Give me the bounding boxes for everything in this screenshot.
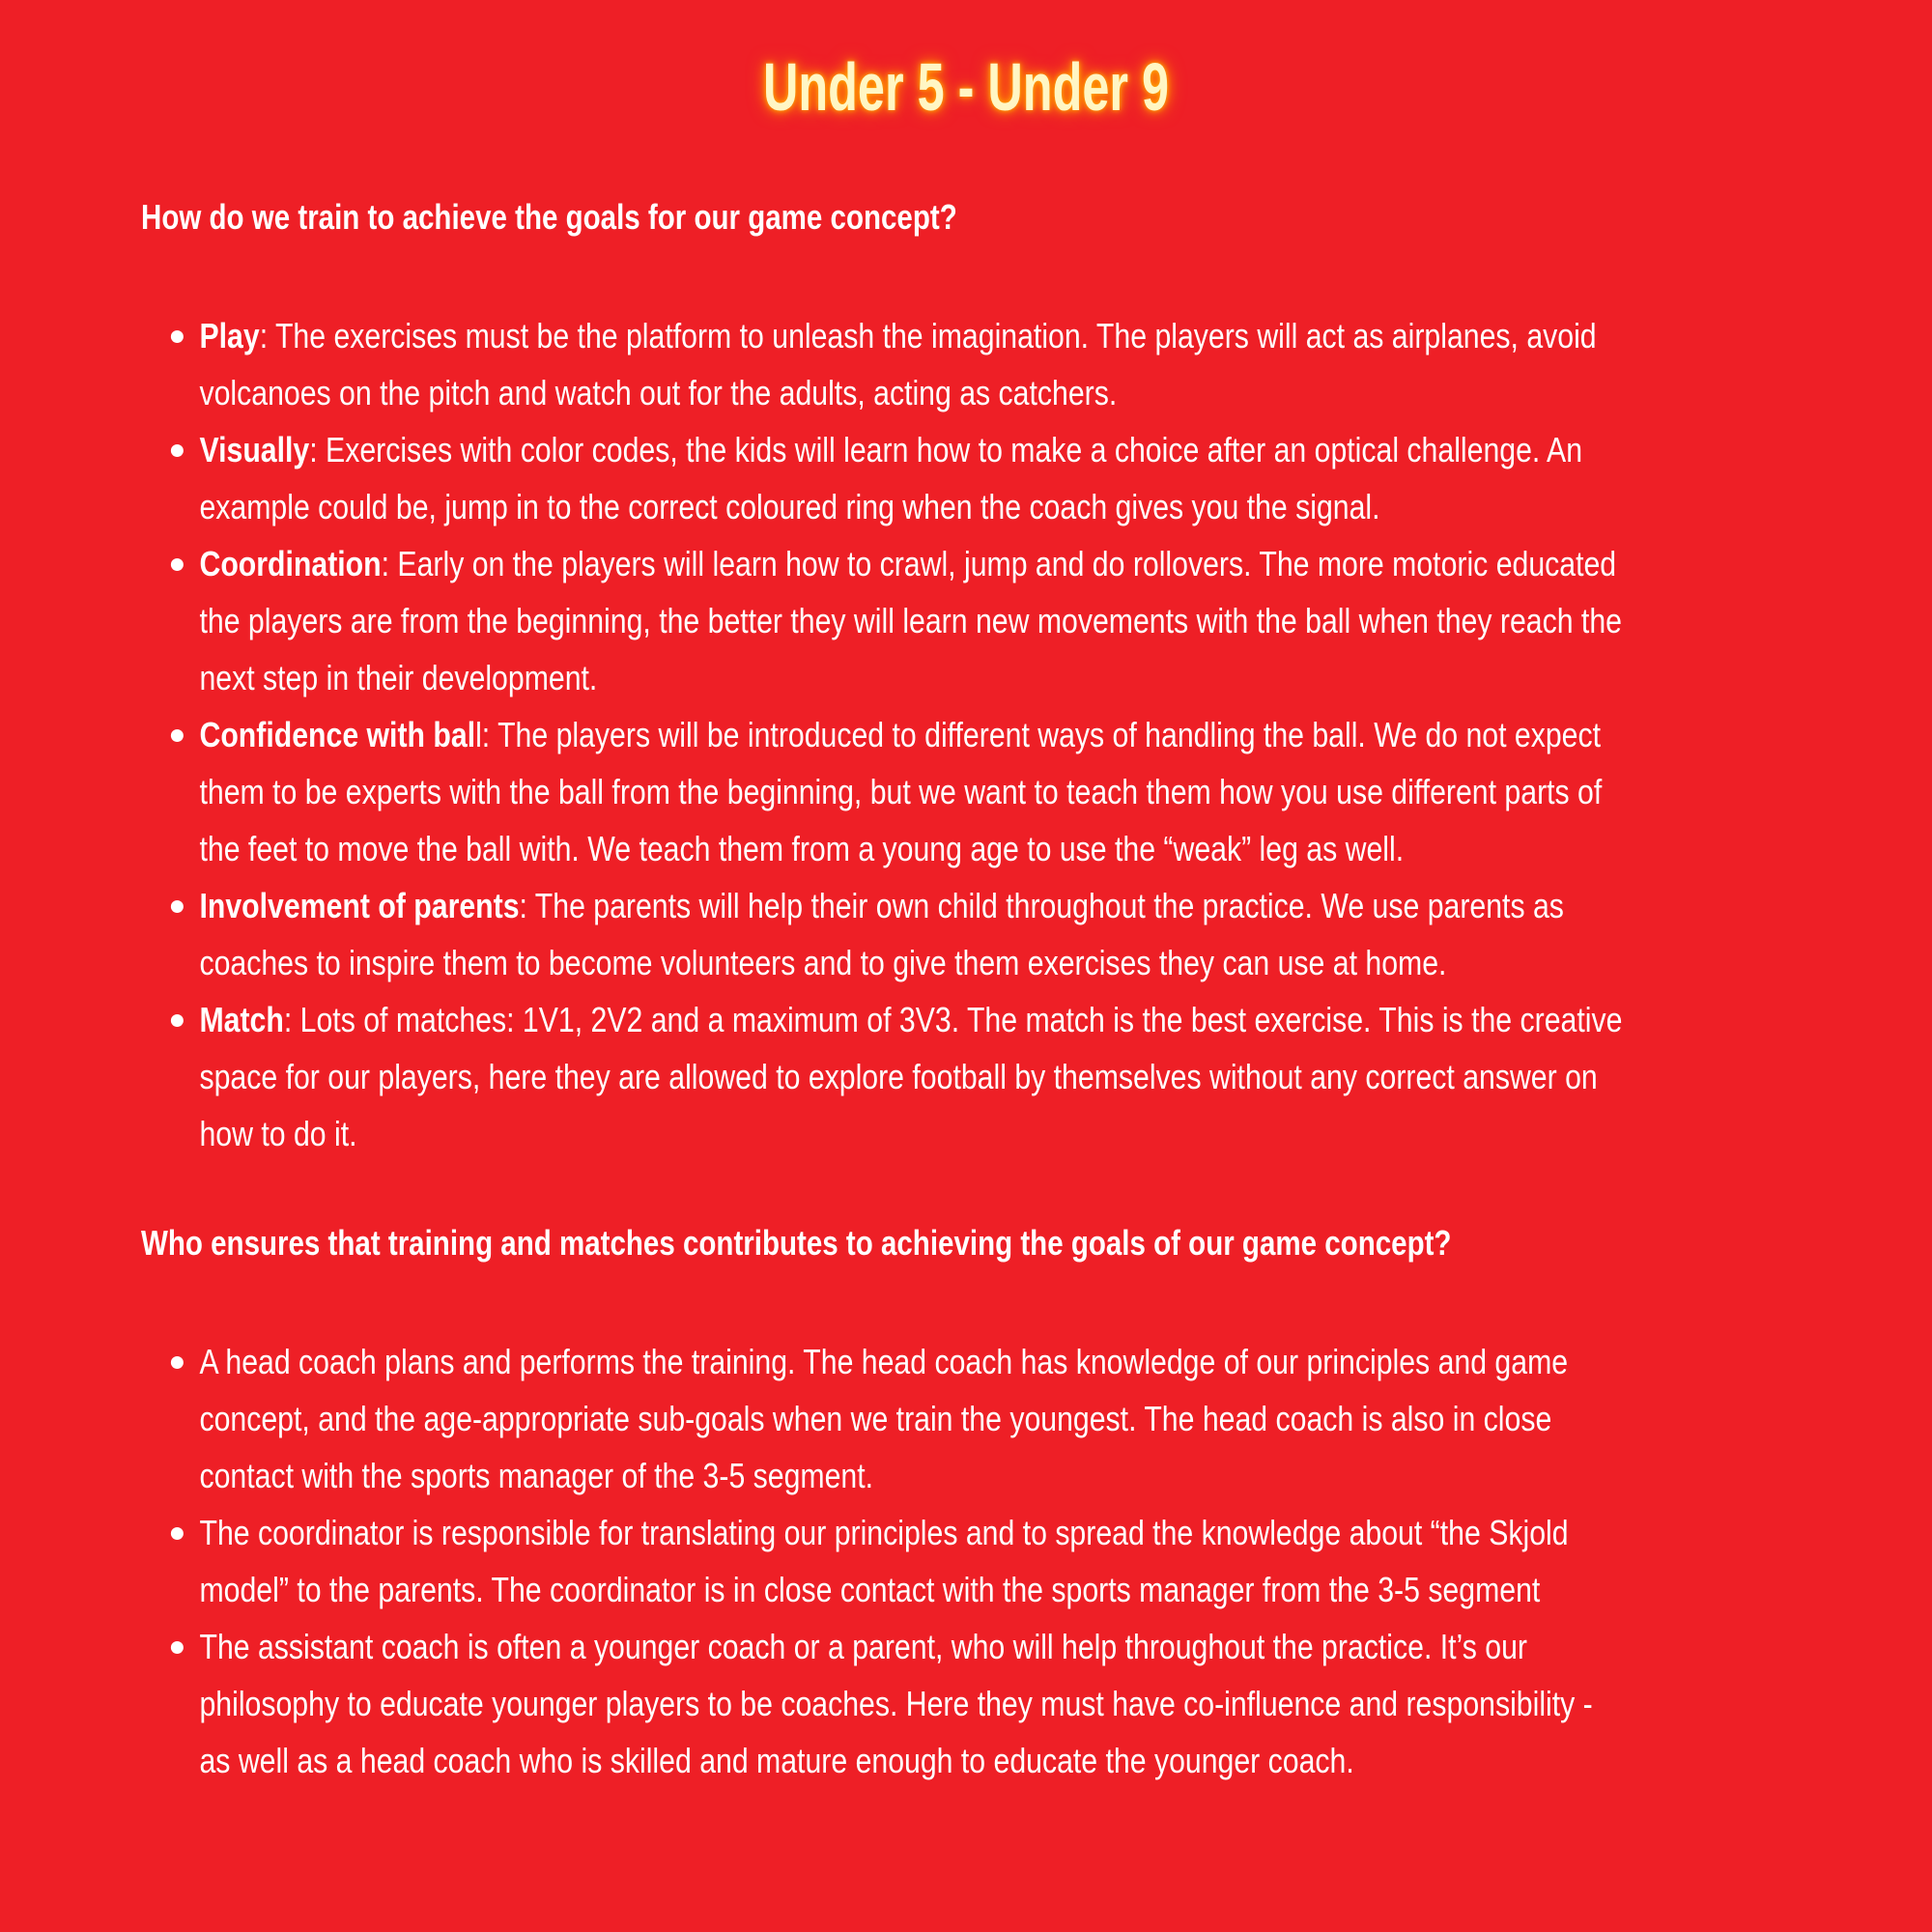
list-item xyxy=(141,1504,1628,1618)
bullet-icon xyxy=(171,1356,184,1369)
item-text: : The parents will help their own child throughout the practice. We use parents as coaches to inspire them to become volunteers and to give them exercises they can use at home. xyxy=(199,886,1564,982)
training-question: How do we train to achieve the goals for our game concept? xyxy=(141,197,957,237)
list-item xyxy=(141,1333,1628,1504)
item-text: : The exercises must be the platform to unleash the imagination. The players will act as airplanes, avoid volcanoes on the pitch and watch out for the adults, acting as catchers. xyxy=(199,316,1597,412)
item-text: l: The players will be introduced to different ways of handling the ball. We do not expect them to be experts with the ball from the beginning, but we want to teach them how you use different parts of the feet to move the ball with. We teach them from a young age to use the “weak” leg as well. xyxy=(199,715,1603,868)
list-item xyxy=(141,706,1628,877)
item-term: Confidence with bal xyxy=(199,715,476,754)
bullet-icon xyxy=(171,330,184,343)
responsibility-list xyxy=(141,1333,1822,1789)
list-item xyxy=(141,307,1628,421)
bullet-icon xyxy=(171,1014,184,1027)
bullet-icon xyxy=(171,558,184,571)
list-item xyxy=(141,991,1628,1162)
training-section xyxy=(141,193,1822,1162)
training-list xyxy=(141,307,1822,1162)
item-text: A head coach plans and performs the training. The head coach has knowledge of our principles and game concept, and the age-appropriate sub-goals when we train the youngest. The head coach is also in close contact with the sports manager of the 3-5 segment. xyxy=(199,1342,1569,1495)
bullet-icon xyxy=(171,1527,184,1540)
item-term: Coordination xyxy=(199,544,382,583)
bullet-icon xyxy=(171,729,184,742)
bullet-icon xyxy=(171,1641,184,1654)
item-term: Match xyxy=(199,1000,284,1039)
responsibility-section xyxy=(141,1219,1822,1789)
item-term: Play xyxy=(199,316,260,355)
item-text: The coordinator is responsible for translating our principles and to spread the knowledge about “the Skjold model” to the parents. The coordinator is in close contact with the sports manager from the 3-5 segment xyxy=(199,1513,1569,1609)
item-text: : Exercises with color codes, the kids will learn how to make a choice after an optical challenge. An example could be, jump in to the correct coloured ring when the coach gives you the signal. xyxy=(199,430,1583,526)
list-item xyxy=(141,877,1628,991)
item-text: The assistant coach is often a younger coach or a parent, who will help throughout the practice. It’s our philosophy to educate younger players to be coaches. Here they must have co-influence and responsibility - as well as a head coach who is skilled and mature enough to educate the younger coach. xyxy=(199,1627,1593,1780)
bullet-icon xyxy=(171,444,184,457)
list-item xyxy=(141,421,1628,535)
page-title: Under 5 - Under 9 xyxy=(762,49,1170,125)
item-term: Visually xyxy=(199,430,310,469)
item-text: : Early on the players will learn how to crawl, jump and do rollovers. The more motoric educated the players are from the beginning, the better they will learn new movements with the ball when they reach the next step in their development. xyxy=(199,544,1622,697)
list-item xyxy=(141,1618,1628,1789)
item-term: Involvement of parents xyxy=(199,886,520,925)
bullet-icon xyxy=(171,900,184,913)
responsibility-question: Who ensures that training and matches contributes to achieving the goals of our game concept? xyxy=(141,1223,1452,1263)
item-text: : Lots of matches: 1V1, 2V2 and a maximum of 3V3. The match is the best exercise. This is the creative space for our players, here they are allowed to explore football by themselves without any correct answer on how to do it. xyxy=(199,1000,1623,1153)
list-item xyxy=(141,535,1628,706)
